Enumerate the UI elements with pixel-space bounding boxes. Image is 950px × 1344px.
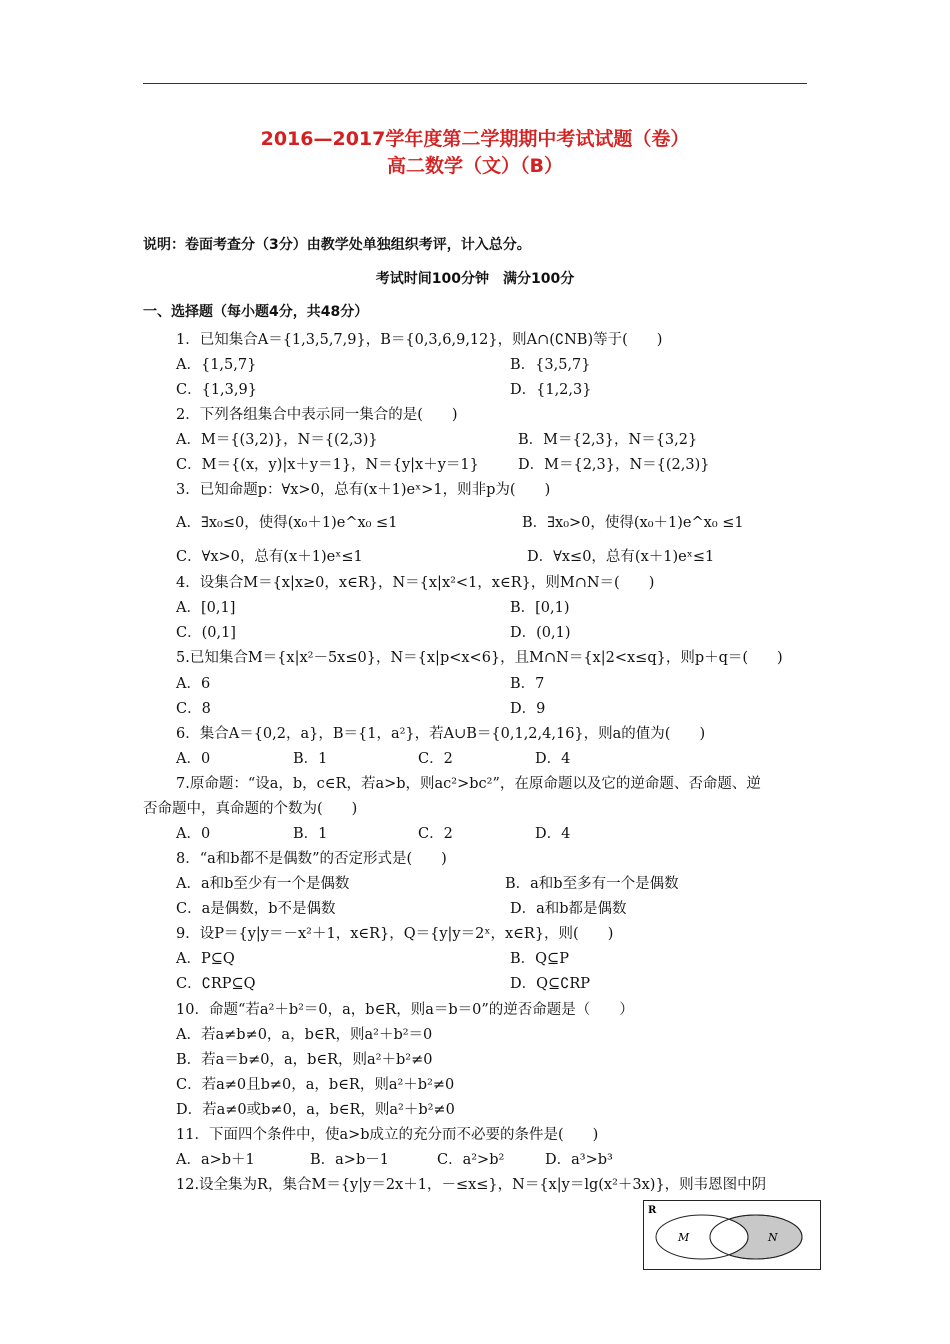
option-b: B．Q⊆P	[510, 951, 569, 967]
exam-note: 说明：卷面考查分（3分）由教学处单独组织考评，计入总分。	[143, 237, 531, 253]
question-stem-cont: 否命题中，真命题的个数为( )	[143, 801, 358, 817]
question-stem: 11．下面四个条件中，使a>b成立的充分而不必要的条件是( )	[176, 1127, 599, 1143]
question-stem: 6．集合A＝{0,2，a}，B＝{1，a²}，若A∪B＝{0,1,2,4,16}，则a的值为( )	[176, 726, 706, 742]
option-b: B．{3,5,7}	[510, 357, 591, 373]
exam-info: 考试时间100分钟 满分100分	[375, 271, 575, 287]
option-c: C．2	[418, 751, 453, 767]
option-b: B．∃x₀>0，使得(x₀＋1)e^x₀ ≤1	[522, 515, 744, 531]
option-a: A．6	[176, 676, 211, 692]
option-c: C．∀x>0，总有(x＋1)eˣ≤1	[176, 549, 363, 565]
question-stem: 2．下列各组集合中表示同一集合的是( )	[176, 407, 458, 423]
set-n-label: N	[768, 1231, 778, 1244]
exam-title-line1: 2016—2017学年度第二学期期中考试试题（卷）	[260, 128, 690, 150]
option-c: C．a²>b²	[437, 1152, 505, 1168]
universe-label: R	[648, 1205, 657, 1216]
option-d: D．a³>b³	[545, 1152, 613, 1168]
venn-diagram	[643, 1200, 821, 1270]
option-d: D．若a≠0或b≠0，a，b∈R，则a²＋b²≠0	[176, 1102, 455, 1118]
option-c: C．∁RP⊆Q	[176, 976, 256, 992]
top-rule	[143, 83, 807, 84]
option-d: D．9	[510, 701, 546, 717]
option-c: C．M＝{(x，y)|x＋y＝1}，N＝{y|x＋y＝1}	[176, 457, 479, 473]
option-a: A．0	[176, 751, 211, 767]
question-stem: 9．设P＝{y|y＝－x²＋1，x∈R}，Q＝{y|y＝2ˣ，x∈R}，则( )	[176, 926, 614, 942]
option-b: B．若a＝b≠0，a，b∈R，则a²＋b²≠0	[176, 1052, 433, 1068]
option-d: D．4	[535, 826, 571, 842]
option-c: C．{1,3,9}	[176, 382, 257, 398]
option-a: A．a和b至少有一个是偶数	[176, 876, 350, 892]
option-c: C．8	[176, 701, 211, 717]
question-stem: 3．已知命题p：∀x>0，总有(x＋1)eˣ>1，则非p为( )	[176, 482, 551, 498]
option-a: A．若a≠b≠0，a，b∈R，则a²＋b²＝0	[176, 1027, 433, 1043]
option-a: A．∃x₀≤0，使得(x₀＋1)e^x₀ ≤1	[176, 515, 398, 531]
option-d: D．∀x≤0，总有(x＋1)eˣ≤1	[527, 549, 715, 565]
option-a: A．P⊆Q	[176, 951, 235, 967]
option-a: A．M＝{(3,2)}，N＝{(2,3)}	[176, 432, 378, 448]
option-a: A．[0,1]	[176, 600, 236, 616]
option-b: B．1	[293, 751, 328, 767]
option-b: B．7	[510, 676, 545, 692]
question-stem: 1．已知集合A＝{1,3,5,7,9}，B＝{0,3,6,9,12}，则A∩(∁NB)等于( )	[176, 332, 663, 348]
question-stem: 5.已知集合M＝{x|x²－5x≤0}，N＝{x|p<x<6}，且M∩N＝{x|2<x≤q}，则p＋q＝( )	[176, 650, 783, 666]
question-stem: 10．命题“若a²＋b²＝0，a，b∈R，则a＝b＝0”的逆否命题是（ ）	[176, 1002, 634, 1018]
exam-title-line2: 高二数学（文）（B）	[387, 155, 563, 177]
option-c: C．若a≠0且b≠0，a，b∈R，则a²＋b²≠0	[176, 1077, 455, 1093]
option-c: C．a是偶数，b不是偶数	[176, 901, 336, 917]
option-d: D．a和b都是偶数	[510, 901, 627, 917]
option-a: A．{1,5,7}	[176, 357, 257, 373]
option-b: B．1	[293, 826, 328, 842]
option-d: D．Q⊆∁RP	[510, 976, 591, 992]
section-heading: 一、选择题（每小题4分，共48分）	[143, 304, 369, 320]
option-b: B．a和b至多有一个是偶数	[505, 876, 679, 892]
set-m-label: M	[678, 1231, 690, 1244]
venn-svg	[644, 1201, 820, 1269]
option-a: A．0	[176, 826, 211, 842]
option-d: D．M＝{2,3}，N＝{(2,3)}	[518, 457, 710, 473]
option-d: D．{1,2,3}	[510, 382, 592, 398]
option-a: A．a>b＋1	[176, 1152, 255, 1168]
question-stem: 4．设集合M＝{x|x≥0，x∈R}，N＝{x|x²<1，x∈R}，则M∩N＝( )	[176, 575, 655, 591]
option-b: B．[0,1)	[510, 600, 570, 616]
question-stem: 12.设全集为R，集合M＝{y|y＝2x＋1，－≤x≤}，N＝{x|y＝lg(x²＋3x)}，则韦恩图中阴	[176, 1177, 767, 1193]
option-c: C．2	[418, 826, 453, 842]
option-b: B．M＝{2,3}，N＝{3,2}	[518, 432, 698, 448]
question-stem: 8．“a和b都不是偶数”的否定形式是( )	[176, 851, 447, 867]
option-b: B．a>b－1	[310, 1152, 389, 1168]
option-d: D．(0,1)	[510, 625, 571, 641]
option-c: C．(0,1]	[176, 625, 236, 641]
question-stem: 7.原命题：“设a，b，c∈R，若a>b，则ac²>bc²”，在原命题以及它的逆命题、否命题、逆	[176, 776, 761, 792]
option-d: D．4	[535, 751, 571, 767]
